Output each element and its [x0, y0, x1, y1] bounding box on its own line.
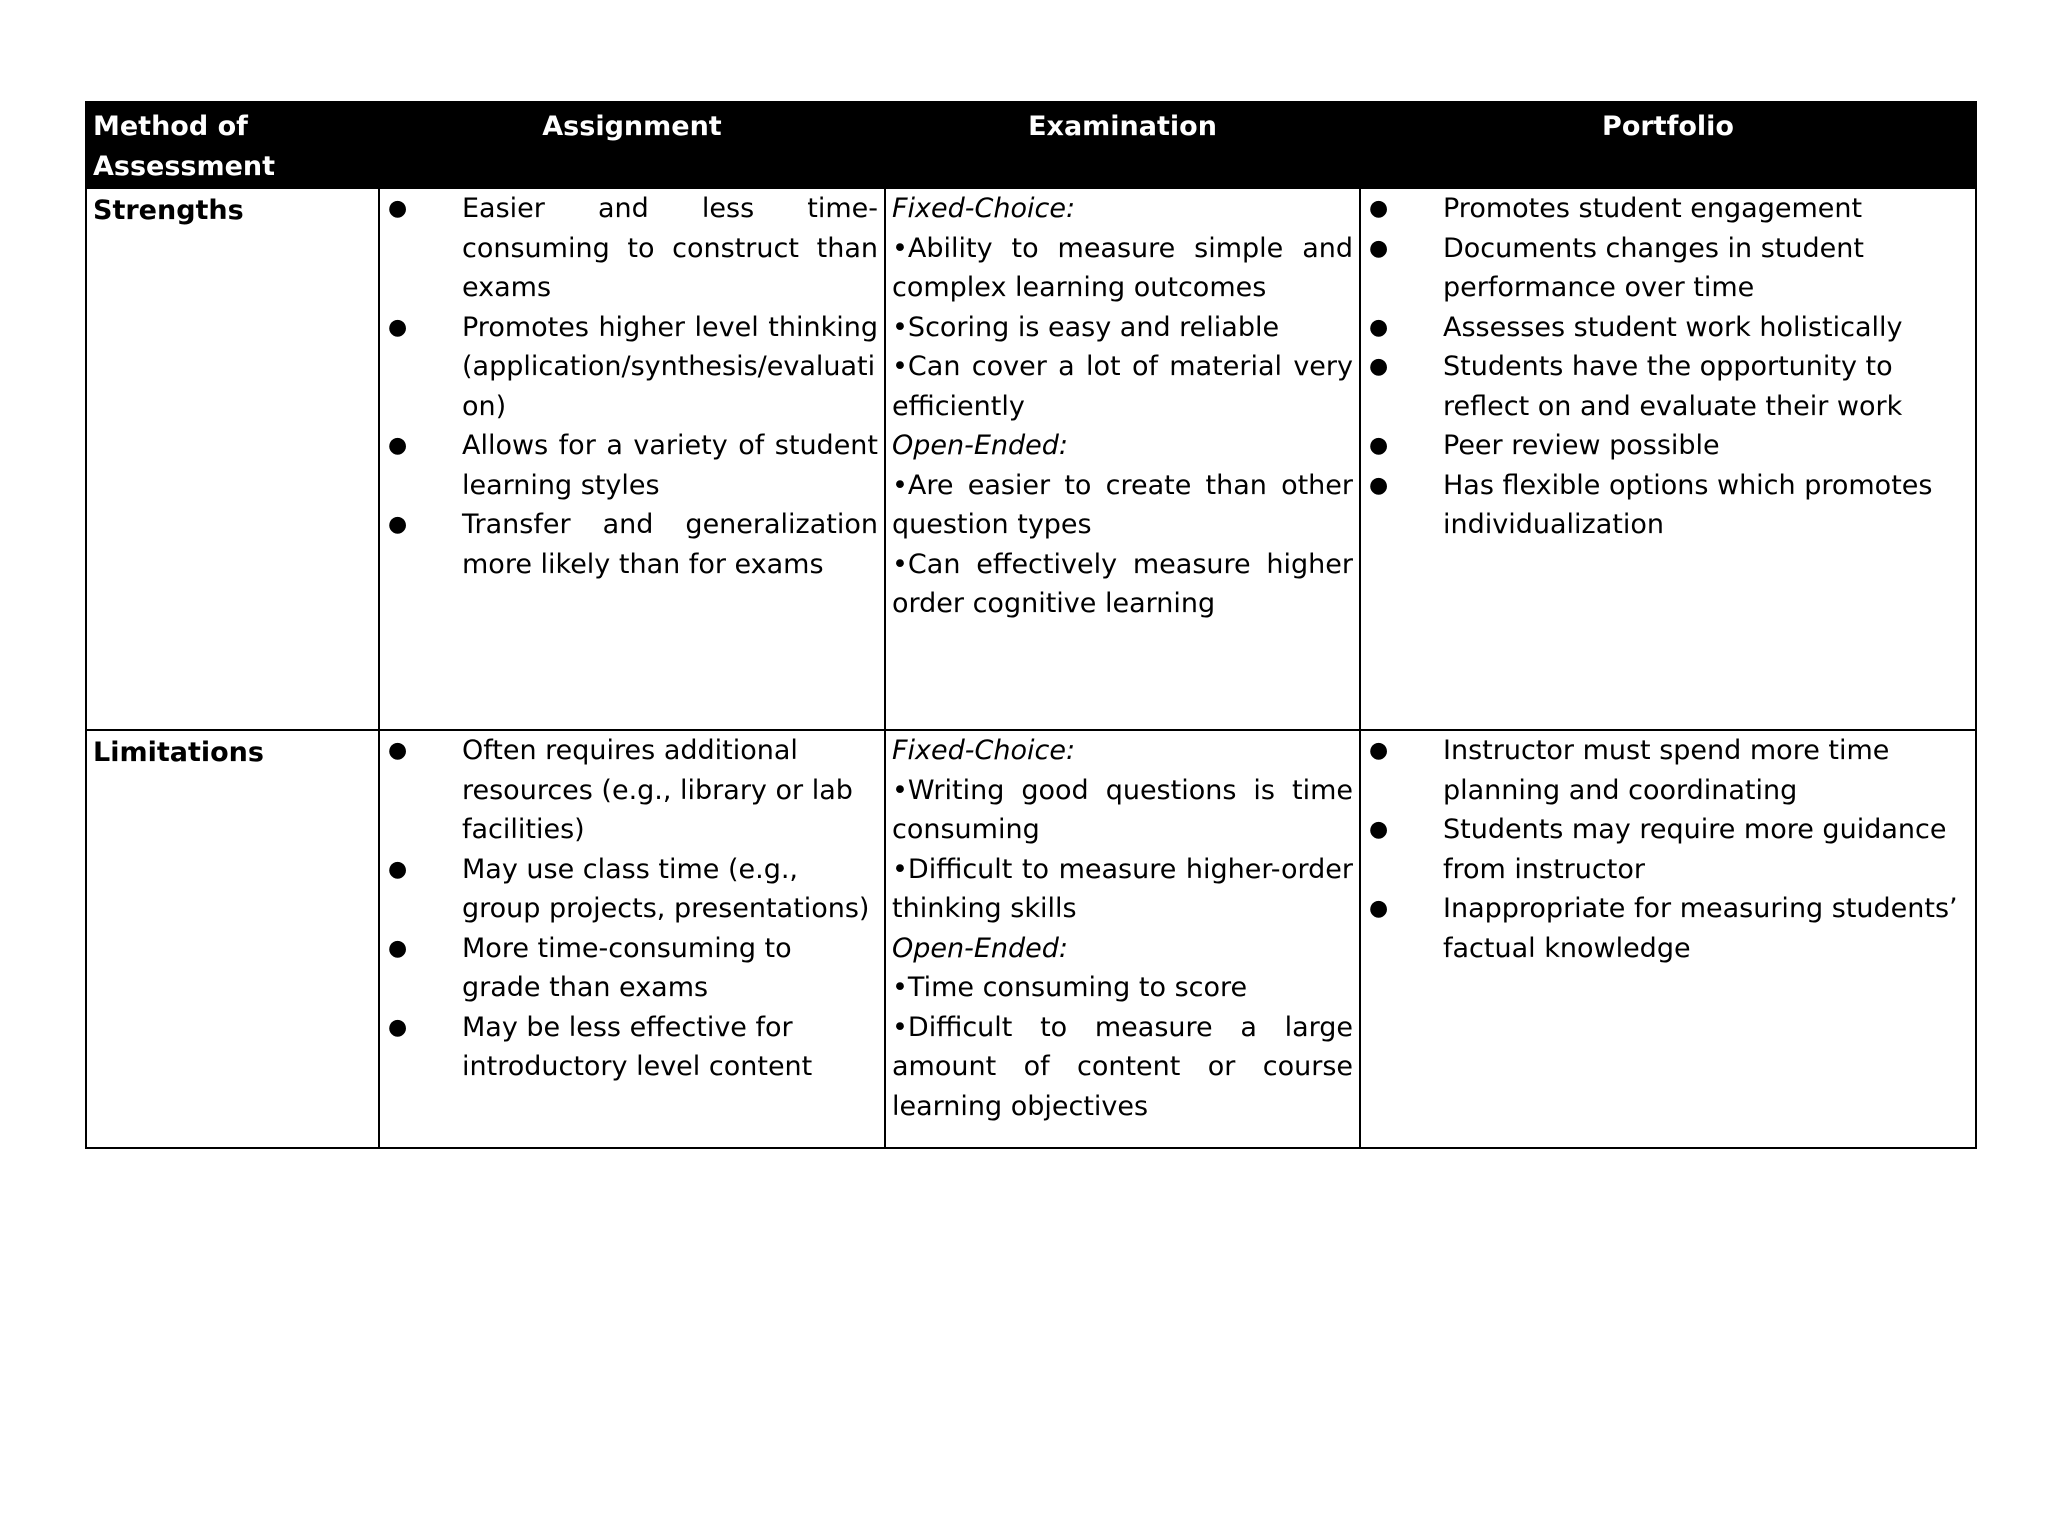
strengths-assignment-list [386, 189, 878, 584]
limitations-assignment-list [386, 731, 878, 1087]
fixed-choice-label: Fixed-Choice: [892, 193, 1076, 224]
list-item: ● More time-consuming to grade than exams [386, 929, 878, 1008]
list-item: ● Easier and less time-consuming to construct than exams [386, 189, 878, 308]
bullet-icon: ● [388, 433, 408, 458]
open-ended-label: Open-Ended: [892, 430, 1069, 461]
list-item: ● May use class time (e.g., group projects, presentations) [386, 850, 878, 929]
strengths-portfolio-cell [1360, 188, 1976, 730]
header-portfolio: Portfolio [1360, 102, 1976, 188]
header-assignment: Assignment [379, 102, 885, 188]
list-item: ● May be less effective for introductory level content [386, 1008, 878, 1087]
list-item: •Can effectively measure higher order cognitive learning [892, 548, 1353, 619]
bullet-icon: ● [1369, 354, 1389, 379]
bullet-icon: ● [388, 196, 408, 221]
list-item: •Scoring is easy and reliable [892, 311, 1280, 343]
open-ended-label: Open-Ended: [892, 932, 1069, 964]
bullet-icon: ● [1369, 472, 1389, 498]
bullet-icon: ● [388, 314, 408, 340]
bullet-icon: ● [388, 935, 408, 961]
list-item: •Time consuming to score [892, 972, 1248, 1003]
list-item: •Writing good questions is time consuming [892, 774, 1353, 845]
bullet-icon: ● [388, 512, 408, 537]
limitations-row [86, 730, 1976, 1148]
list-item: ● Transfer and generalization more likely than for exams [386, 505, 878, 584]
bullet-icon: ● [1369, 817, 1389, 842]
bullet-icon: ● [1369, 314, 1389, 340]
list-item: ● Peer review possible [1367, 426, 1969, 466]
list-item: •Difficult to measure a large amount of content or course learning objectives [892, 1011, 1353, 1122]
header-row [86, 102, 1976, 188]
list-item: •Can cover a lot of material very efficiently [892, 351, 1353, 422]
strengths-portfolio-list [1367, 189, 1969, 545]
list-item: ● Students may require more guidance from instructor [1367, 810, 1969, 889]
strengths-examination-cell [885, 188, 1360, 730]
list-item: ● Instructor must spend more time planning and coordinating [1367, 731, 1969, 810]
header-examination: Examination [885, 102, 1360, 188]
list-item: ● Promotes higher level thinking (application/synthesis/evaluation) [386, 308, 878, 427]
list-item: ● Documents changes in student performance over time [1367, 229, 1969, 308]
bullet-icon: ● [388, 1014, 408, 1040]
list-item: ● Assesses student work holistically [1367, 308, 1969, 348]
bullet-icon: ● [1369, 196, 1389, 221]
bullet-icon: ● [1369, 738, 1389, 763]
strengths-assignment-cell [379, 188, 885, 730]
bullet-icon: ● [1369, 235, 1389, 261]
list-item: ● Inappropriate for measuring students’ factual knowledge [1367, 889, 1969, 968]
bullet-icon: ● [388, 738, 408, 763]
limitations-label: Limitations [86, 730, 379, 1148]
limitations-portfolio-cell [1360, 730, 1976, 1148]
bullet-icon: ● [1369, 896, 1389, 921]
list-item: ● Students have the opportunity to reflect on and evaluate their work [1367, 347, 1969, 426]
list-item: ● Often requires additional resources (e.g., library or lab facilities) [386, 731, 878, 850]
header-method-of-assessment: Method of Assessment [86, 102, 379, 188]
limitations-portfolio-list [1367, 731, 1969, 968]
strengths-label: Strengths [86, 188, 379, 730]
fixed-choice-label: Fixed-Choice: [892, 735, 1076, 766]
bullet-icon: ● [1369, 433, 1389, 458]
list-item: ● Promotes student engagement [1367, 189, 1969, 229]
assessment-methods-table [85, 101, 1977, 1149]
list-item: ● Has flexible options which promotes individualization [1367, 466, 1969, 545]
limitations-assignment-cell [379, 730, 885, 1148]
strengths-row [86, 188, 1976, 730]
list-item: •Ability to measure simple and complex learning outcomes [892, 232, 1353, 303]
list-item: ● Allows for a variety of student learning styles [386, 426, 878, 505]
list-item: •Are easier to create than other question types [892, 469, 1353, 540]
limitations-examination-cell [885, 730, 1360, 1148]
list-item: •Difficult to measure higher-order thinking skills [892, 853, 1353, 924]
bullet-icon: ● [388, 856, 408, 882]
